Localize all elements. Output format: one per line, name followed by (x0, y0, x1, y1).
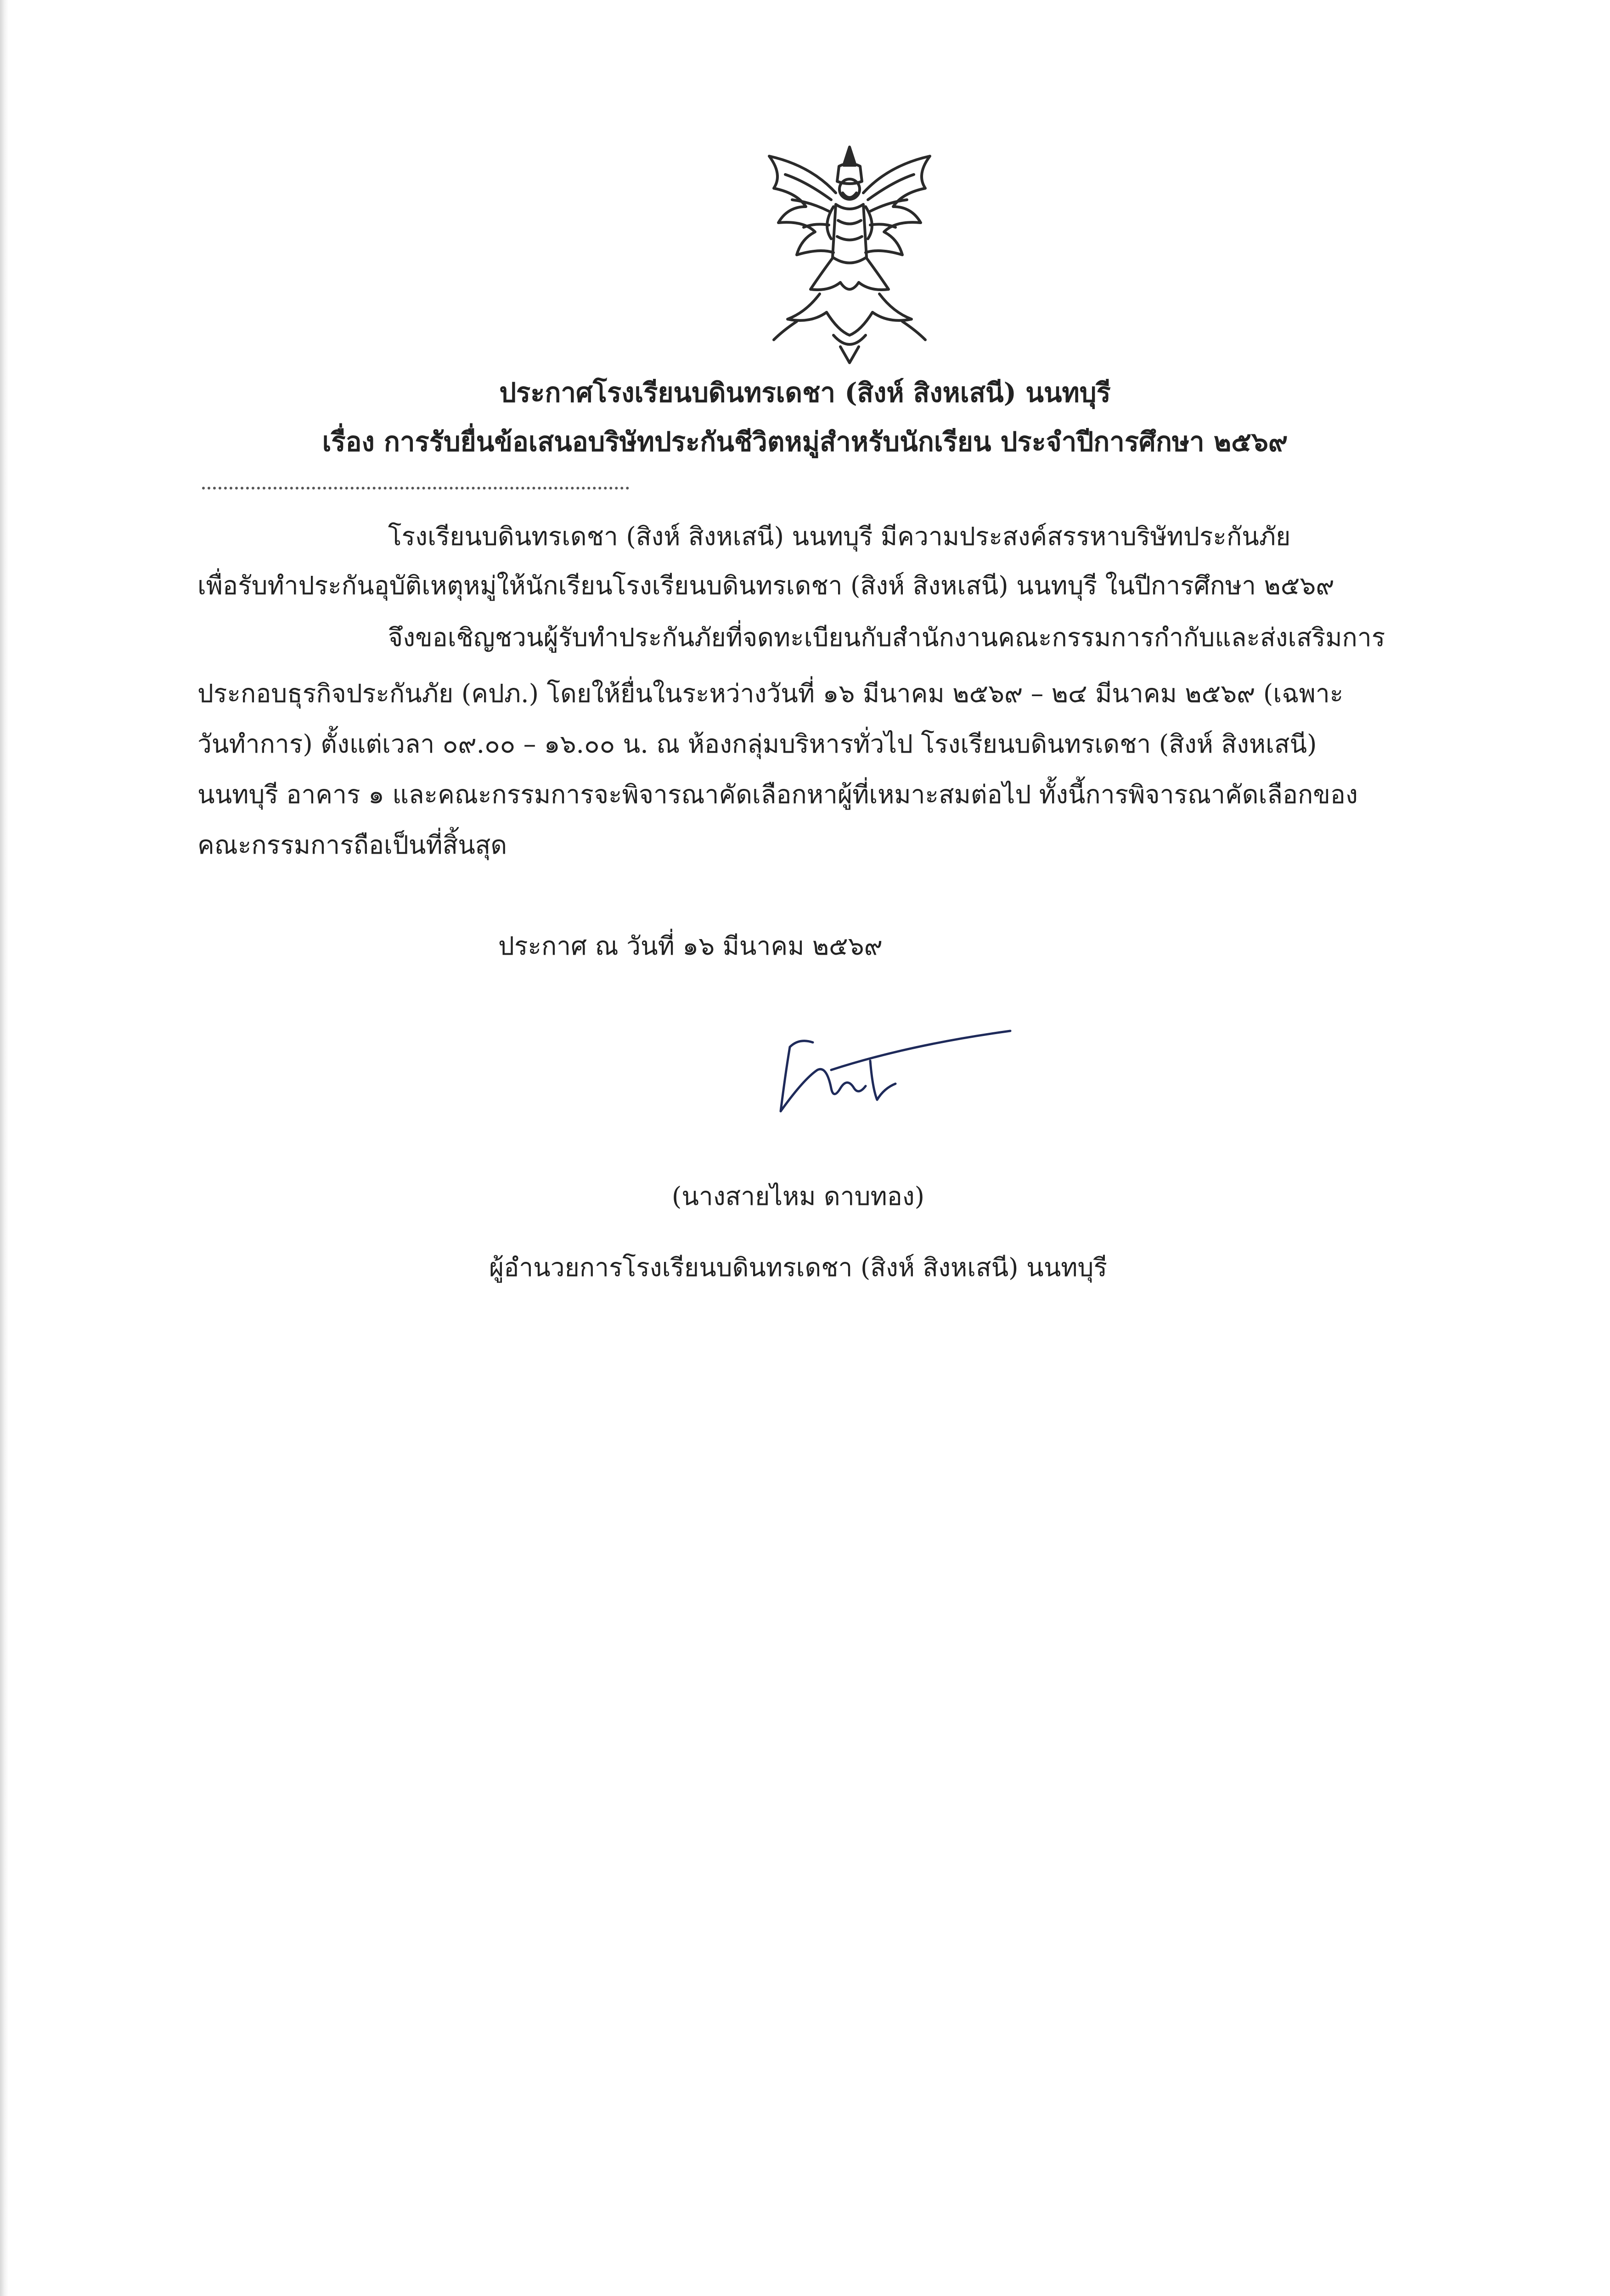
signatory-name: (นางสายไหม ดาบทอง) (671, 1182, 925, 1211)
garuda-emblem-icon (742, 138, 957, 372)
body-line-6: นนทบุรี อาคาร ๑ และคณะกรรมการจะพิจารณาคัดเลือกหาผู้ที่เหมาะสมต่อไป ทั้งนี้การพิจารณาคัดเลือกของ (197, 780, 1358, 809)
body-line-5: วันทำการ) ตั้งแต่เวลา ๐๙.๐๐ – ๑๖.๐๐ น. ณ ห้องกลุ่มบริหารทั่วไป โรงเรียนบดินทรเดชา (สิงห์ สิงหเสนี) (197, 729, 1317, 759)
announcement-date: ประกาศ ณ วันที่ ๑๖ มีนาคม ๒๕๖๙ (498, 931, 883, 961)
body-line-3: จึงขอเชิญชวนผู้รับทำประกันภัยที่จดทะเบียนกับสำนักงานคณะกรรมการกำกับและส่งเสริมการ (388, 623, 1385, 652)
handwritten-signature (762, 1019, 1019, 1130)
dotted-divider (202, 487, 629, 490)
page-edge-shadow (0, 0, 8, 2296)
body-line-2: เพื่อรับทำประกันอุบัติเหตุหมู่ให้นักเรียนโรงเรียนบดินทรเดชา (สิงห์ สิงหเสนี) นนทบุรี ในปีการศึกษา ๒๕๖๙ (197, 571, 1334, 600)
body-line-4: ประกอบธุรกิจประกันภัย (คปภ.) โดยให้ยื่นในระหว่างวันที่ ๑๖ มีนาคม ๒๕๖๙ – ๒๔ มีนาคม ๒๕๖๙ (เฉพาะ (197, 679, 1344, 708)
document-subject: เรื่อง การรับยื่นข้อเสนอบริษัทประกันชีวิตหมู่สำหรับนักเรียน ประจำปีการศึกษา ๒๕๖๙ (322, 426, 1288, 457)
body-line-1: โรงเรียนบดินทรเดชา (สิงห์ สิงหเสนี) นนทบุรี มีความประสงค์สรรหาบริษัทประกันภัย (388, 522, 1291, 551)
body-line-7: คณะกรรมการถือเป็นที่สิ้นสุด (197, 830, 507, 860)
signatory-position: ผู้อำนวยการโรงเรียนบดินทรเดชา (สิงห์ สิงหเสนี) นนทบุรี (489, 1253, 1108, 1282)
document-title: ประกาศโรงเรียนบดินทรเดชา (สิงห์ สิงหเสนี) นนทบุรี (499, 377, 1111, 408)
